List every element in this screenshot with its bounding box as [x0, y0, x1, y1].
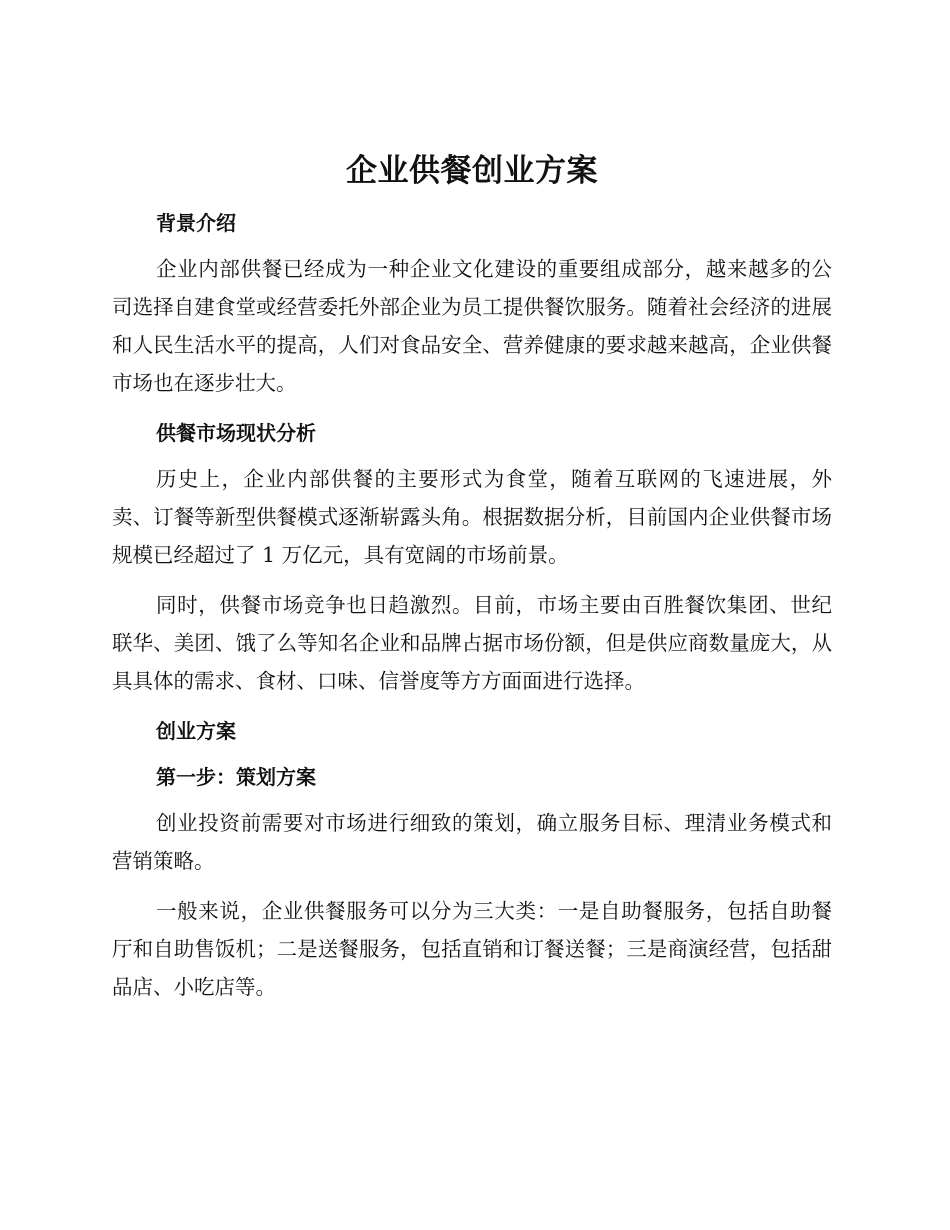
paragraph-step-one-planning: 创业投资前需要对市场进行细致的策划，确立服务目标、理清业务模式和营销策略。 — [112, 811, 832, 873]
section-heading-market-analysis: 供餐市场现状分析 — [156, 421, 316, 445]
section-heading-background: 背景介绍 — [156, 211, 236, 235]
paragraph-step-one-service-types: 一般来说，企业供餐服务可以分为三大类：一是自助餐服务，包括自助餐厅和自助售饭机；二是送餐服务，包括直销和订餐送餐；三是商演经营，包括甜品店、小吃店等。 — [112, 899, 832, 999]
spacer — [112, 796, 832, 804]
spacer — [112, 880, 832, 892]
paragraph-market-competition: 同时，供餐市场竞争也日趋激烈。目前，市场主要由百胜餐饮集团、世纪联华、美团、饿了么等知名企业和品牌占据市场份额，但是供应商数量庞大，从具具体的需求、食材、口味、信誉度等方方面面进行选择。 — [112, 593, 832, 693]
paragraph-background: 企业内部供餐已经成为一种企业文化建设的重要组成部分，越来越多的公司选择自建食堂或经营委托外部企业为员工提供餐饮服务。随着社会经济的进展和人民生活水平的提高，人们对食品安全、营养健康的要求越来越高，企业供餐市场也在逐步壮大。 — [112, 257, 832, 395]
paragraph-market-history: 历史上，企业内部供餐的主要形式为食堂，随着互联网的飞速进展，外卖、订餐等新型供餐模式逐渐崭露头角。根据数据分析，目前国内企业供餐市场规模已经超过了 1 万亿元，具有宽阔的市场前景。 — [112, 467, 832, 567]
spacer — [112, 700, 832, 712]
spacer — [112, 750, 832, 758]
spacer — [112, 242, 832, 250]
spacer — [112, 574, 832, 586]
spacer — [112, 402, 832, 414]
section-heading-startup-plan: 创业方案 — [156, 719, 236, 743]
document-body — [112, 148, 832, 1006]
section-heading-step-one: 第一步：策划方案 — [156, 765, 316, 789]
document-title: 企业供餐创业方案 — [346, 153, 598, 189]
spacer — [112, 452, 832, 460]
